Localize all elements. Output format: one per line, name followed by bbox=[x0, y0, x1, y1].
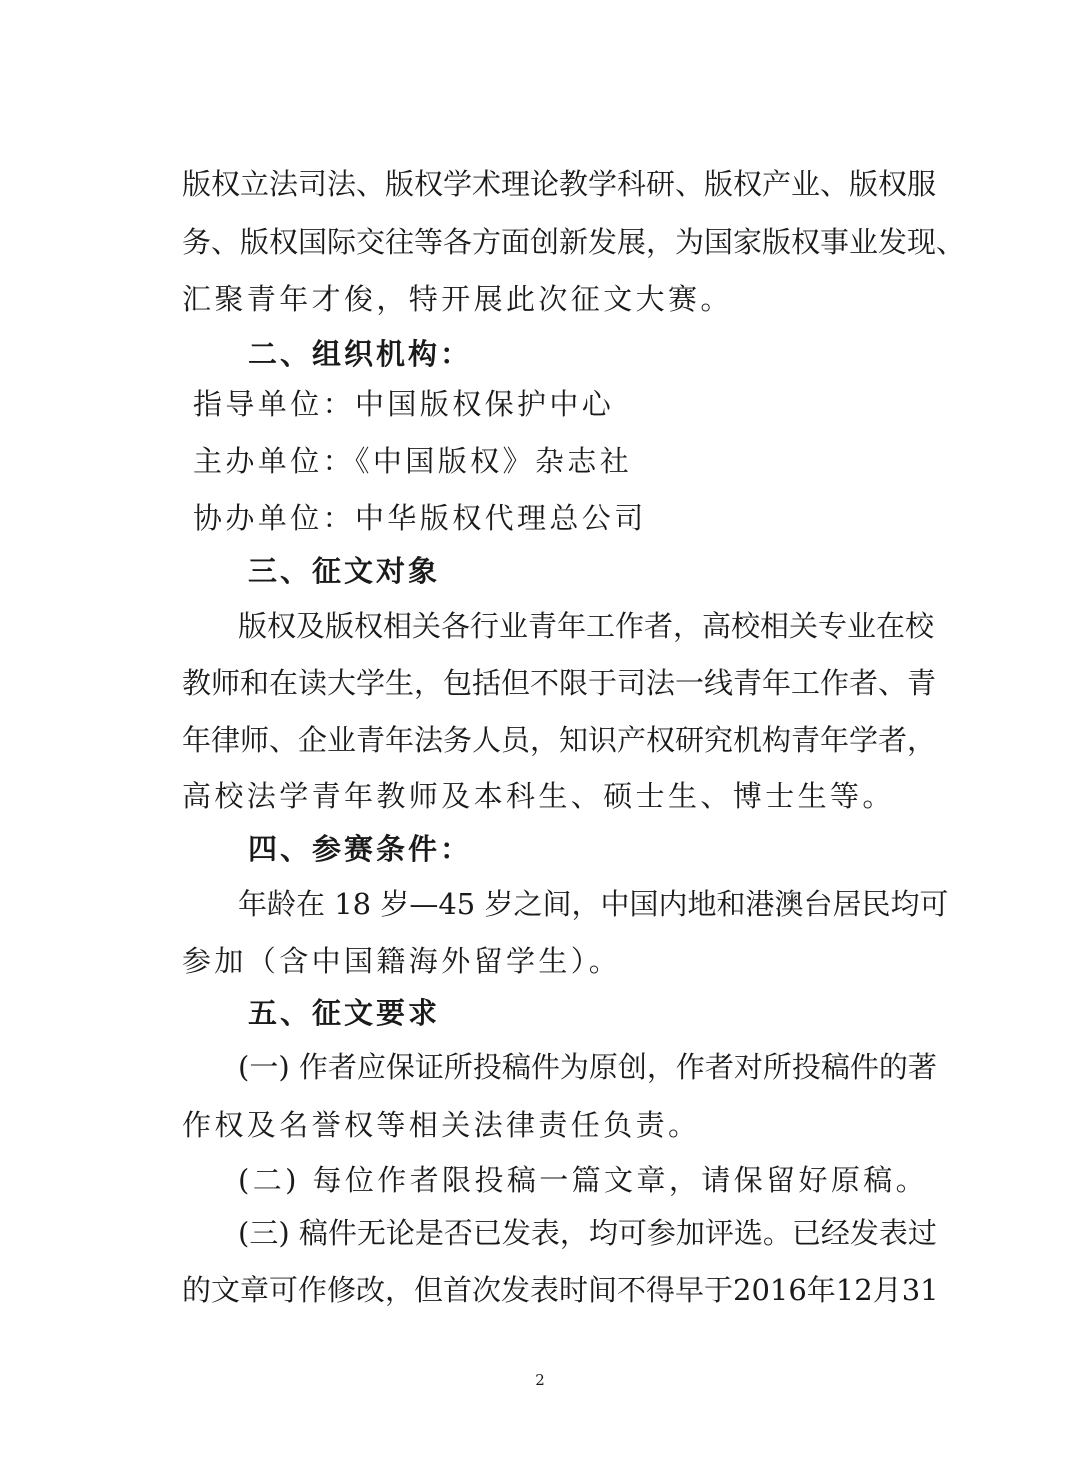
section-5-heading: 五、征文要求 bbox=[248, 996, 441, 1030]
requirement-1-line-2: 作权及名誉权等相关法律责任负责。 bbox=[182, 1108, 701, 1142]
section-2-heading: 二、组织机构： bbox=[248, 337, 473, 371]
section-3-line-4: 高校法学青年教师及本科生、硕士生、博士生等。 bbox=[182, 779, 895, 813]
section-3-heading: 三、征文对象 bbox=[248, 554, 441, 588]
section-3-line-3: 年律师、企业青年法务人员，知识产权研究机构青年学者， bbox=[182, 723, 937, 757]
intro-line-2: 务、版权国际交往等各方面创新发展，为国家版权事业发现、 bbox=[182, 225, 966, 259]
host-unit: 主办单位：《中国版权》杂志社 bbox=[193, 444, 633, 478]
requirement-2: (二) 每位作者限投稿一篇文章，请保留好原稿。 bbox=[238, 1163, 929, 1197]
section-3-line-1: 版权及版权相关各行业青年工作者，高校相关专业在校 bbox=[238, 609, 935, 643]
intro-line-1: 版权立法司法、版权学术理论教学科研、版权产业、版权服 bbox=[182, 167, 937, 201]
section-4-line-2: 参加（含中国籍海外留学生）。 bbox=[182, 944, 622, 978]
intro-line-3: 汇聚青年才俊，特开展此次征文大赛。 bbox=[182, 282, 733, 316]
co-host-unit: 协办单位：中华版权代理总公司 bbox=[193, 501, 647, 535]
guiding-unit: 指导单位：中国版权保护中心 bbox=[193, 387, 615, 421]
section-3-line-2: 教师和在读大学生，包括但不限于司法一线青年工作者、青 bbox=[182, 666, 937, 700]
requirement-3-line-1: (三) 稿件无论是否已发表，均可参加评选。已经发表过 bbox=[238, 1216, 937, 1250]
section-4-heading: 四、参赛条件： bbox=[248, 832, 473, 866]
requirement-1-line-1: (一) 作者应保证所投稿件为原创，作者对所投稿件的著 bbox=[238, 1050, 937, 1084]
page-number: 2 bbox=[535, 1371, 545, 1389]
section-4-line-1: 年龄在 18 岁—45 岁之间，中国内地和港澳台居民均可 bbox=[238, 887, 949, 921]
requirement-3-line-2: 的文章可作修改，但首次发表时间不得早于2016年12月31 bbox=[182, 1273, 939, 1307]
